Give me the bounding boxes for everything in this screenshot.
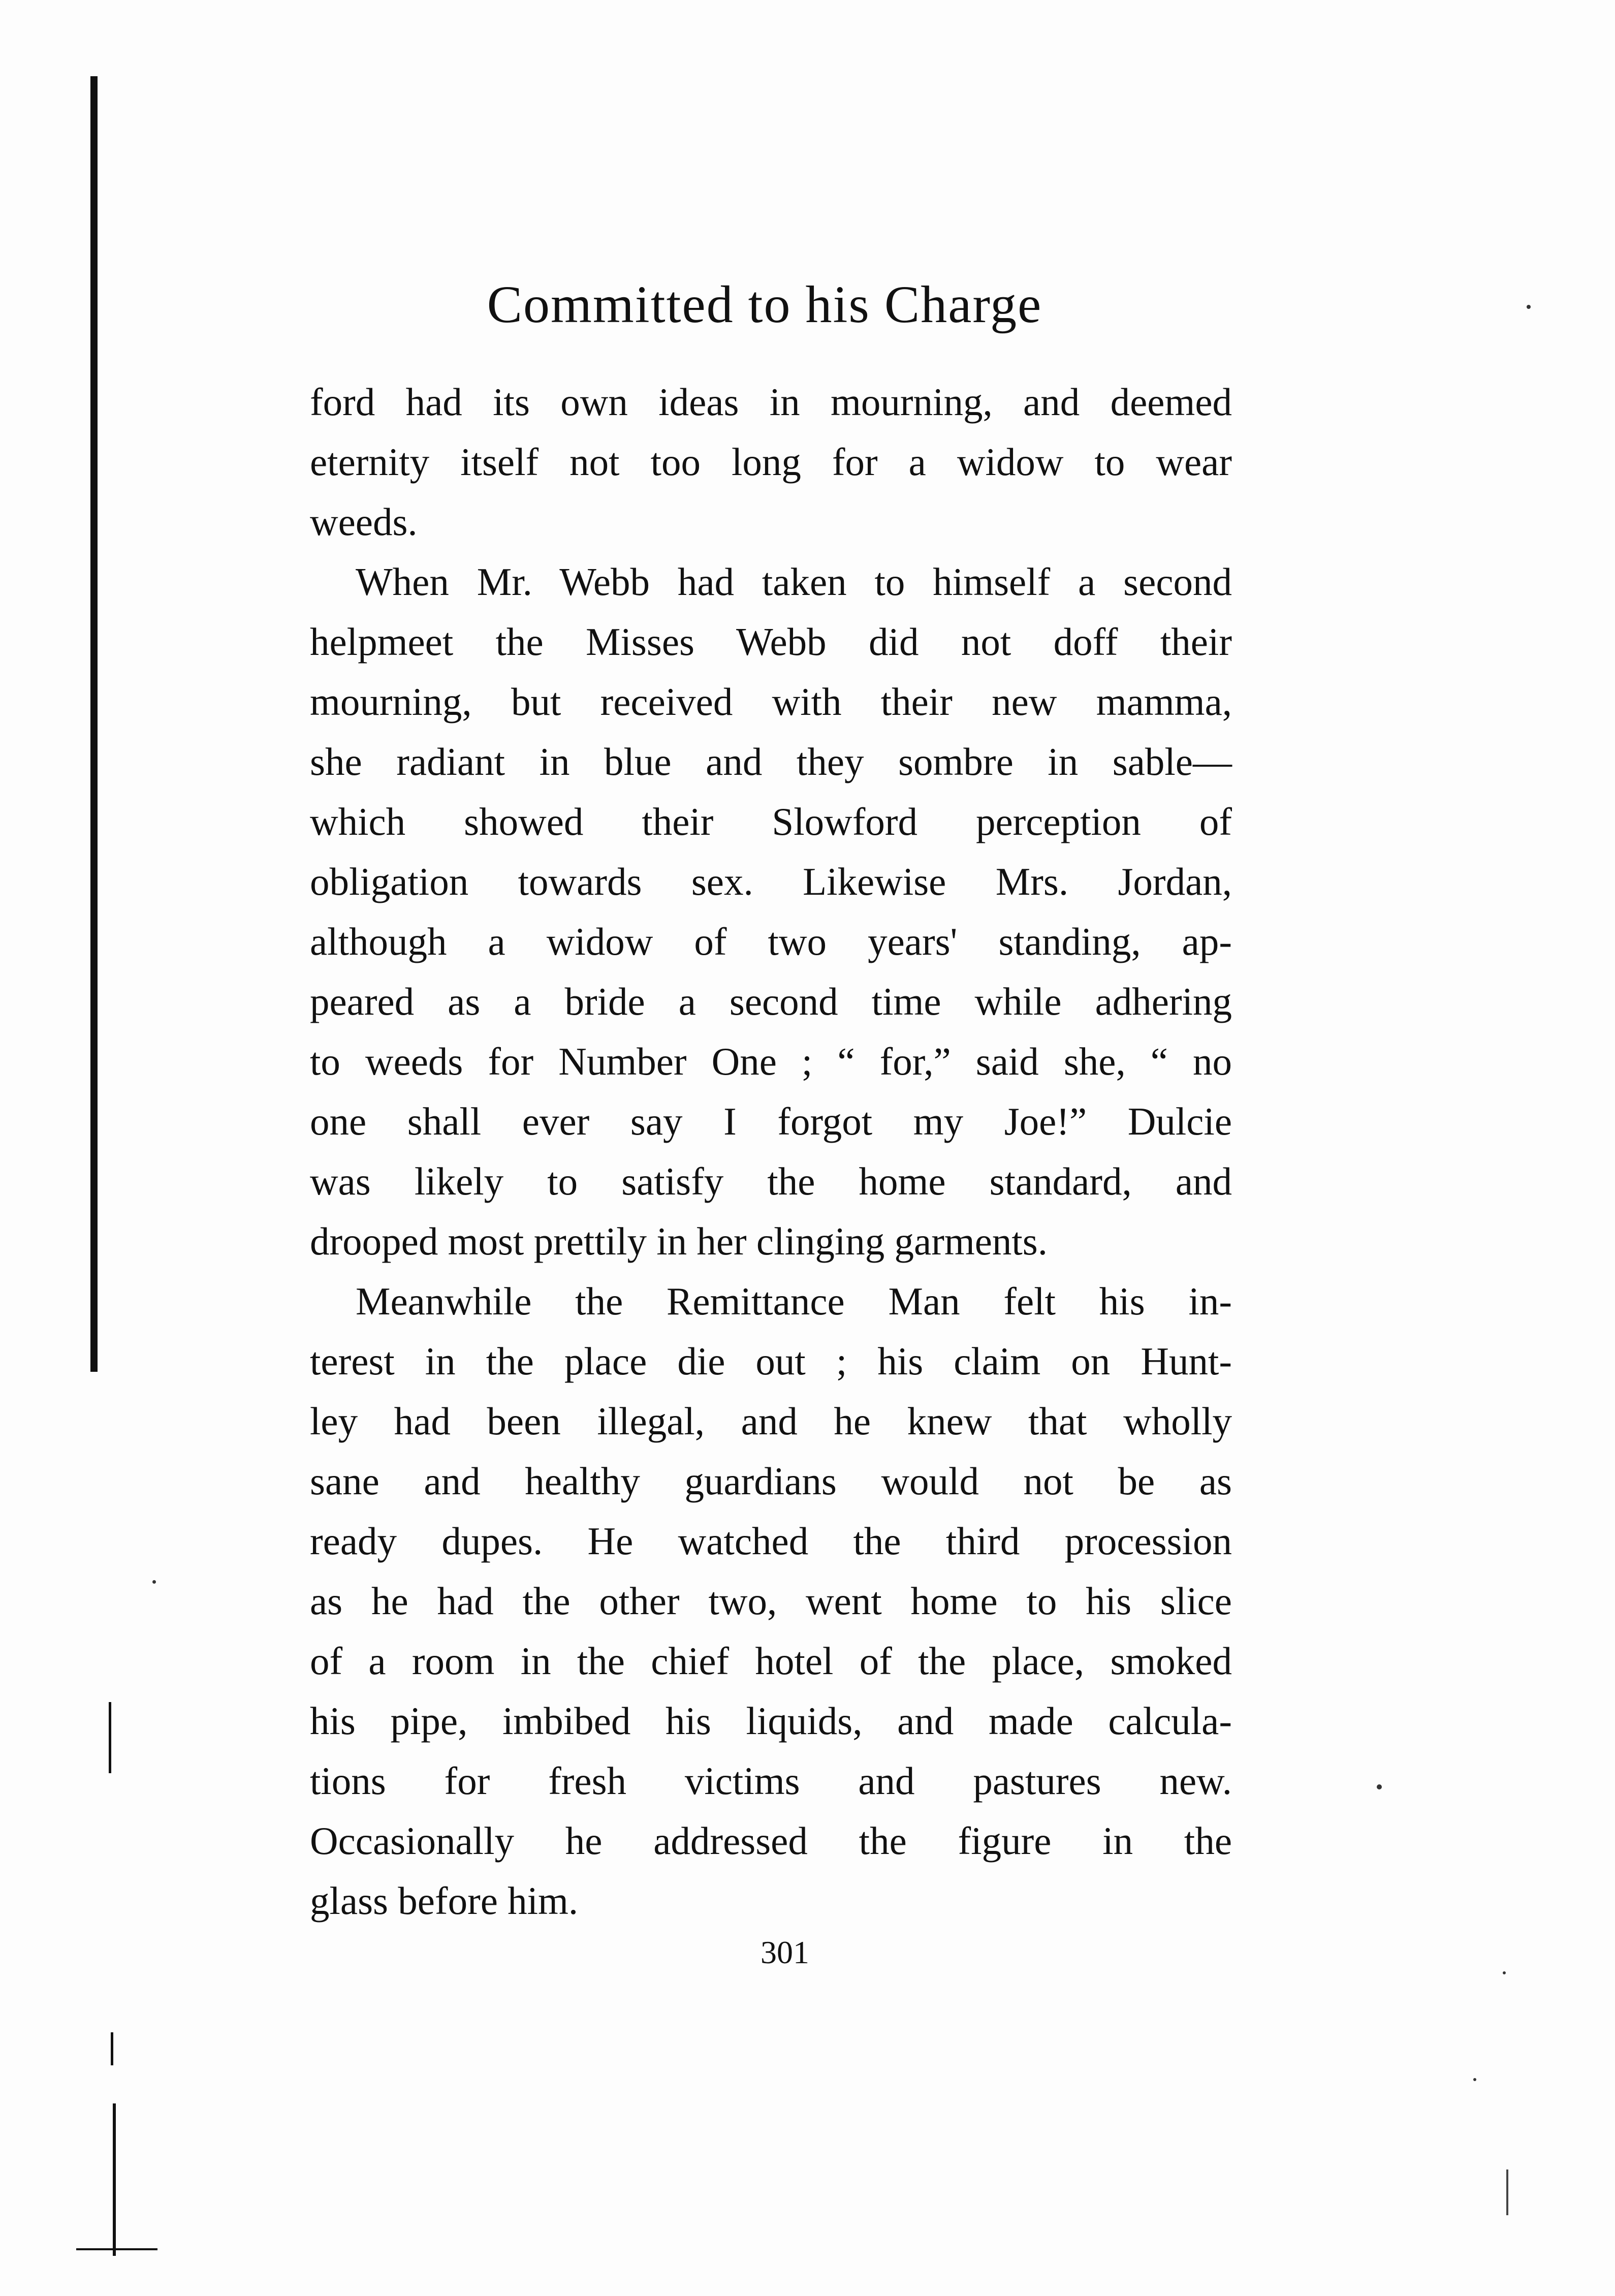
- scan-speck: [1377, 1784, 1382, 1789]
- binding-edge-mark: [109, 1702, 111, 1773]
- text-line: of a room in the chief hotel of the place, smoked: [310, 1639, 1232, 1683]
- text-line: terest in the place die out ; his claim on Hunt-: [310, 1339, 1232, 1383]
- text-line: was likely to satisfy the home standard, and: [310, 1159, 1232, 1203]
- page-number: 301: [761, 1934, 809, 1970]
- scan-speck: [1473, 2078, 1476, 2081]
- text-line: to weeds for Number One ; “ for,” said she, “ no: [310, 1040, 1232, 1083]
- text-line: obligation towards sex. Likewise Mrs. Jordan,: [310, 860, 1232, 903]
- text-line: which showed their Slowford perception of: [310, 800, 1232, 843]
- scan-speck: [1527, 305, 1531, 309]
- binding-edge-mark: [113, 2103, 116, 2256]
- text-line: Occasionally he addressed the figure in the: [310, 1819, 1232, 1863]
- text-line: ford had its own ideas in mourning, and deemed: [310, 380, 1232, 424]
- binding-edge-base: [76, 2248, 157, 2250]
- text-line: peared as a bride a second time while adhering: [310, 980, 1232, 1023]
- text-line: she radiant in blue and they sombre in sable—: [310, 740, 1232, 783]
- text-line: sane and healthy guardians would not be as: [310, 1459, 1232, 1503]
- running-head: Committed to his Charge: [487, 275, 1042, 334]
- text-line: glass before him.: [310, 1879, 579, 1923]
- text-line: ready dupes. He watched the third procession: [310, 1519, 1232, 1563]
- text-line: helpmeet the Misses Webb did not doff their: [310, 620, 1232, 664]
- text-line: When Mr. Webb had taken to himself a second: [356, 560, 1232, 604]
- scan-mark: [1506, 2169, 1508, 2215]
- text-line: drooped most prettily in her clinging garments.: [310, 1219, 1048, 1263]
- scan-speck: [1503, 1971, 1506, 1974]
- text-line: although a widow of two years' standing, ap-: [310, 920, 1232, 963]
- text-line: mourning, but received with their new mamma,: [310, 680, 1232, 724]
- text-line: one shall ever say I forgot my Joe!” Dulcie: [310, 1099, 1232, 1143]
- scan-speck: [152, 1580, 156, 1584]
- text-line: ley had been illegal, and he knew that wholly: [310, 1399, 1232, 1443]
- text-line: as he had the other two, went home to his slice: [310, 1579, 1232, 1623]
- text-line: his pipe, imbibed his liquids, and made calcula-: [310, 1699, 1232, 1743]
- binding-edge-mark: [111, 2032, 113, 2065]
- text-line: tions for fresh victims and pastures new.: [310, 1759, 1232, 1803]
- text-line: Meanwhile the Remittance Man felt his in-: [356, 1279, 1232, 1323]
- text-line: weeds.: [310, 500, 418, 544]
- binding-edge-line: [90, 76, 98, 1372]
- body-text: [310, 372, 1232, 1931]
- text-line: eternity itself not too long for a widow to wear: [310, 440, 1232, 484]
